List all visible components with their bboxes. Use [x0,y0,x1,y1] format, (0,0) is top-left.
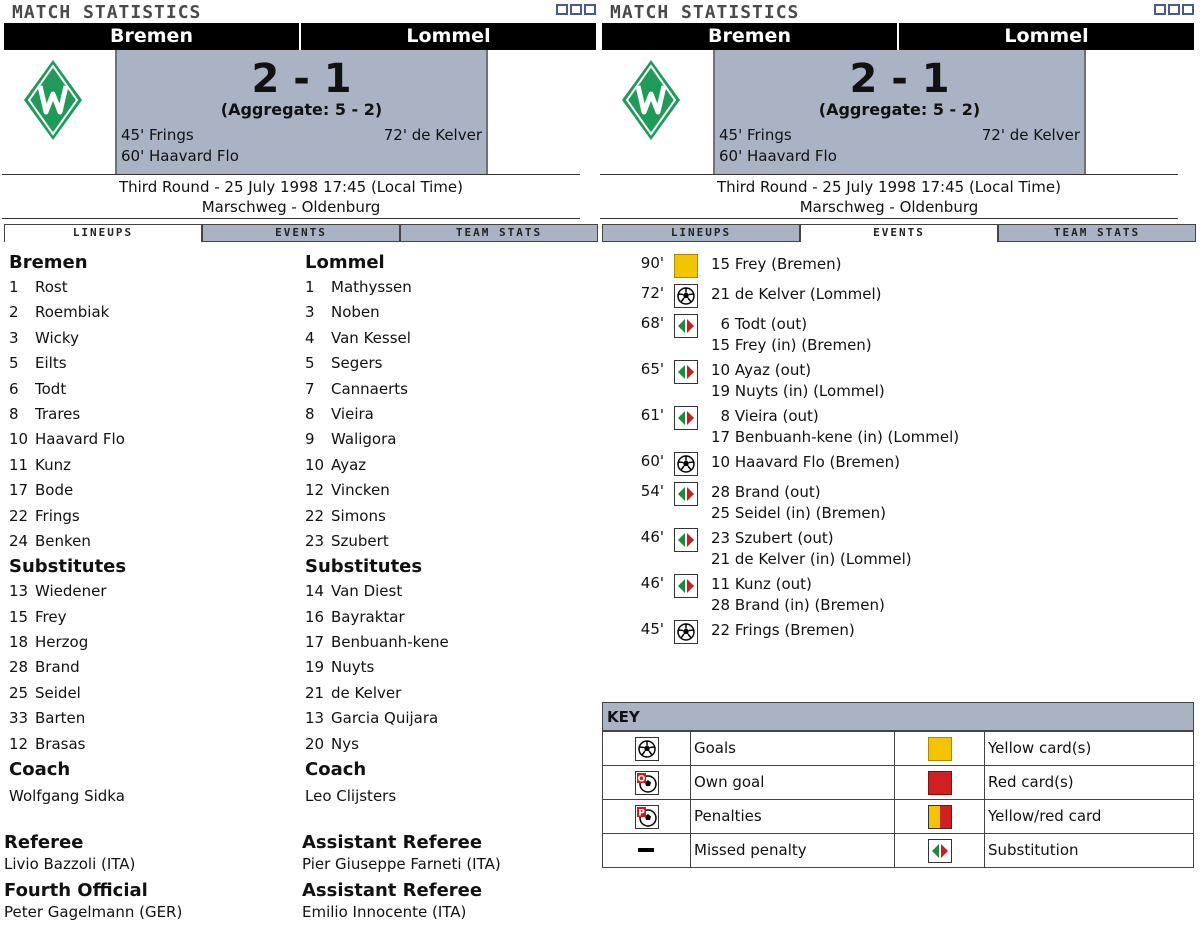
tab-events[interactable]: EVENTS [800,224,998,242]
team-heading: Bremen [9,252,88,273]
substitute-row [9,579,299,604]
referee-name: Livio Bazzoli (ITA) [4,855,136,873]
substitute-row [9,630,299,655]
coach-name: Leo Clijsters [305,787,397,806]
player-name: Haavard Flo [35,430,125,449]
tab-team-stats[interactable]: TEAM STATS [400,224,598,242]
player-number: 21 [305,683,325,702]
away-lineup [305,250,595,809]
player-name: Segers [331,354,383,373]
home-team-name: Bremen [602,23,899,50]
werder-crest-icon [620,58,682,142]
player-row [305,453,595,478]
player-row [9,427,299,452]
player-name: Bayraktar [331,607,405,626]
assistant-referee-name: Emilio Innocente (ITA) [302,903,467,921]
player-name: Vincken [331,481,390,500]
event-description [711,314,872,356]
player-number: 25 [9,683,29,702]
assistant-referee-label: Assistant Referee [302,880,483,901]
player-number: 11 [9,455,29,474]
player-name: Rost [35,278,68,296]
score-box [713,50,1086,174]
goal-icon [674,452,698,476]
event-minute: 90' [640,254,664,272]
event-line: 10 Ayaz (out) [711,361,812,379]
substitutes-heading: Substitutes [305,556,423,578]
tab-team-stats[interactable]: TEAM STATS [998,224,1196,242]
substitution-icon [674,574,698,598]
player-name: Todt [35,379,67,398]
assistant-referee-block [302,880,592,922]
key-label: Substitution [988,841,1079,859]
event-line: 17 Benbuanh-kene (in) (Lommel) [711,428,960,446]
player-number: 10 [305,455,325,474]
player-number: 18 [9,633,29,652]
player-row [305,351,595,376]
event-minute: 45' [640,620,664,638]
event-description [711,620,855,641]
player-number: 3 [305,303,315,322]
svg-text:O: O [637,774,645,784]
aggregate: (Aggregate: 5 - 2) [220,100,383,119]
player-row [305,326,595,351]
substitute-row [305,681,595,706]
event-minute: 65' [640,360,664,378]
penalty-icon [635,805,659,829]
player-name: Herzog [35,633,89,652]
key-icon-cell [603,834,691,867]
player-number: 5 [305,354,315,373]
maximize-button[interactable] [570,4,582,15]
match-stats-panel-lineups [2,0,600,934]
event-description [711,284,882,305]
match-stats-panel-events [600,0,1198,934]
player-number: 1 [9,278,19,296]
key-label: Yellow card(s) [988,739,1092,757]
score: 2 - 1 [849,56,950,102]
player-row [305,504,595,529]
event-line: 23 Szubert (out) [711,529,834,547]
player-row [9,300,299,325]
substitute-row [305,655,595,680]
substitute-row [9,655,299,680]
player-number: 15 [9,607,29,626]
window-controls [1154,4,1194,15]
coach-heading: Coach [9,759,71,781]
key-label: Own goal [691,766,895,799]
event-description [711,574,885,616]
player-number: 16 [305,607,325,626]
substitute-row [9,681,299,706]
red-card-icon [928,771,952,795]
event-line: 21 de Kelver (Lommel) [711,285,882,303]
substitute-row [305,732,595,757]
event-description [711,452,900,473]
event-line: 6 Todt (out) [711,315,808,333]
key-icon-cell [603,732,691,765]
key-row [603,765,1193,799]
player-name: Benbuanh-kene [331,633,449,652]
substitute-row [305,706,595,731]
substitution-icon [674,314,698,338]
svg-text:P: P [637,808,645,818]
substitute-row [9,732,299,757]
player-name: Benken [35,531,91,550]
team-heading: Lommel [305,252,385,273]
away-team-name: Lommel [406,25,491,47]
substitution-icon [928,839,952,863]
home-scorer: 60' Haavard Flo [121,147,239,165]
goal-icon [674,284,698,308]
player-number: 13 [305,709,325,728]
player-number: 24 [9,531,29,550]
round-line: Third Round - 25 July 1998 17:45 (Local Time) [716,178,1062,196]
player-name: Vieira [331,404,374,423]
player-row [305,478,595,503]
player-number: 17 [9,481,29,500]
key-row [603,799,1193,833]
player-row [305,427,595,452]
player-number: 8 [305,404,315,423]
substitution-icon [674,360,698,384]
key-icon-cell [895,732,985,765]
referee-label: Referee [4,832,84,853]
player-row [9,504,299,529]
aggregate: (Aggregate: 5 - 2) [818,100,981,119]
key-label: Penalties [691,800,895,833]
goal-icon [635,737,659,761]
player-name: Simons [331,506,386,525]
event-line: 8 Vieira (out) [711,407,819,425]
fourth-official-name: Peter Gagelmann (GER) [4,903,183,921]
team-header [4,23,596,50]
key-icon-cell [603,766,691,799]
goal-icon [674,620,698,644]
player-name: Wicky [35,328,79,347]
player-number: 6 [9,379,19,398]
window-title: MATCH STATISTICS [12,2,202,23]
player-name: Cannaerts [331,379,408,398]
event-minute: 60' [640,452,664,470]
substitution-icon [674,528,698,552]
referee-block [4,832,294,874]
event-minute: 46' [640,528,664,546]
player-row [9,402,299,427]
substitute-row [305,579,595,604]
player-name: Wiedener [35,582,107,601]
player-name: Noben [331,303,380,322]
player-number: 33 [9,709,29,728]
substitute-row [305,630,595,655]
close-button[interactable] [584,4,596,15]
score-box [115,50,488,174]
player-row [305,529,595,554]
tab-bar [602,224,1196,242]
key-title: KEY [603,703,1193,731]
player-name: Frings [35,506,80,525]
event-minute: 46' [640,574,664,592]
player-row [9,478,299,503]
player-name: Brasas [35,734,86,753]
key-icon-cell [603,800,691,833]
player-number: 4 [305,328,315,347]
player-name: Mathyssen [331,278,412,296]
key-icon-cell [895,834,985,867]
player-name: Eilts [35,354,67,373]
player-name: Seidel [35,683,81,702]
key-row [603,833,1193,867]
away-scorer: 72' de Kelver [383,126,482,144]
player-row [9,529,299,554]
player-name: Ayaz [331,455,367,474]
minimize-button[interactable] [1154,4,1166,15]
event-description [711,360,885,402]
tab-lineups[interactable]: LINEUPS [602,224,800,242]
player-row [305,300,595,325]
event-line: 22 Frings (Bremen) [711,621,855,639]
coach-heading: Coach [305,759,367,781]
player-name: Bode [35,481,74,500]
yellow-card-icon [928,737,952,761]
substitution-icon [674,406,698,430]
player-number: 1 [305,278,315,296]
player-name: Brand [35,658,80,677]
fourth-official-label: Fourth Official [4,880,148,901]
match-info [2,174,580,219]
player-name: Van Diest [331,582,403,601]
key-label: Missed penalty [691,834,895,867]
player-number: 28 [9,658,29,677]
home-scorer: 60' Haavard Flo [719,147,837,165]
home-scorer: 45' Frings [121,126,194,144]
home-scorer: 45' Frings [719,126,792,144]
substitute-row [9,605,299,630]
substitute-row [305,605,595,630]
player-number: 12 [9,734,29,753]
yellow-card-icon [674,254,698,278]
player-number: 3 [9,328,19,347]
key-icon-cell [895,766,985,799]
player-row [305,377,595,402]
event-line: 11 Kunz (out) [711,575,812,593]
player-name: Waligora [331,430,397,449]
yellow-red-card-icon [928,805,952,829]
missed-penalty-icon [635,839,659,863]
own-goal-icon [635,771,659,795]
werder-crest-icon [22,58,84,142]
key-label: Goals [691,732,895,765]
venue-line: Marschweg - Oldenburg [201,198,381,216]
player-row [9,453,299,478]
player-name: Barten [35,709,86,728]
venue-line: Marschweg - Oldenburg [799,198,979,216]
tab-events[interactable]: EVENTS [202,224,400,242]
away-scorer: 72' de Kelver [981,126,1080,144]
player-name: Kunz [35,455,71,474]
player-number: 22 [305,506,325,525]
event-minute: 54' [640,482,664,500]
player-number: 8 [9,404,19,423]
player-name: Szubert [331,531,389,550]
player-row [305,402,595,427]
player-number: 13 [9,582,29,601]
key-label: Yellow/red card [988,807,1102,825]
round-line: Third Round - 25 July 1998 17:45 (Local Time) [118,178,464,196]
event-line: 15 Frey (Bremen) [711,255,842,273]
player-number: 12 [305,481,325,500]
player-name: Frey [35,607,67,626]
player-name: Roembiak [35,303,110,322]
player-number: 14 [305,582,325,601]
player-number: 10 [9,430,29,449]
substitutes-heading: Substitutes [9,556,127,578]
event-line: 28 Brand (in) (Bremen) [711,596,885,614]
player-number: 2 [9,303,19,322]
player-number: 17 [305,633,325,652]
event-line: 28 Brand (out) [711,483,821,501]
player-row [9,377,299,402]
player-name: Nuyts [331,658,375,677]
player-row [305,275,595,300]
assistant-referee-name: Pier Giuseppe Farneti (ITA) [302,855,501,873]
event-line: 19 Nuyts (in) (Lommel) [711,382,885,400]
away-team-name: Lommel [1004,25,1089,47]
maximize-button[interactable] [1168,4,1180,15]
tab-bar [4,224,598,242]
key-table [602,702,1194,868]
substitution-icon [674,482,698,506]
player-name: Garcia Quijara [331,709,439,728]
team-header [602,23,1194,50]
event-description [711,406,959,448]
close-button[interactable] [1182,4,1194,15]
tab-lineups[interactable]: LINEUPS [4,224,202,242]
match-info [600,174,1178,219]
event-minute: 68' [640,314,664,332]
assistant-referee-label: Assistant Referee [302,832,483,853]
window-controls [556,4,596,15]
event-line: 15 Frey (in) (Bremen) [711,336,872,354]
window-title: MATCH STATISTICS [610,2,800,23]
fourth-official-block [4,880,294,922]
player-name: de Kelver [331,683,402,702]
player-number: 9 [305,430,315,449]
minimize-button[interactable] [556,4,568,15]
player-name: Trares [35,404,81,423]
event-description [711,482,886,524]
player-name: Van Kessel [331,328,411,347]
event-minute: 72' [640,284,664,302]
player-number: 7 [305,379,315,398]
player-number: 22 [9,506,29,525]
player-number: 19 [305,658,325,677]
key-row [603,731,1193,765]
player-row [9,351,299,376]
assistant-referee-block [302,832,592,874]
substitute-row [9,706,299,731]
event-minute: 61' [640,406,664,424]
event-line: 21 de Kelver (in) (Lommel) [711,550,912,568]
player-row [9,275,299,300]
player-number: 20 [305,734,325,753]
player-number: 23 [305,531,325,550]
player-row [9,326,299,351]
score: 2 - 1 [251,56,352,102]
home-team-name: Bremen [4,23,301,50]
event-description [711,254,842,275]
home-lineup [9,250,299,809]
key-icon-cell [895,800,985,833]
key-label: Red card(s) [988,773,1074,791]
event-line: 25 Seidel (in) (Bremen) [711,504,887,522]
coach-name: Wolfgang Sidka [9,787,125,806]
player-name: Nys [331,734,359,753]
event-line: 10 Haavard Flo (Bremen) [711,453,900,471]
event-description [711,528,912,570]
player-number: 5 [9,354,19,373]
